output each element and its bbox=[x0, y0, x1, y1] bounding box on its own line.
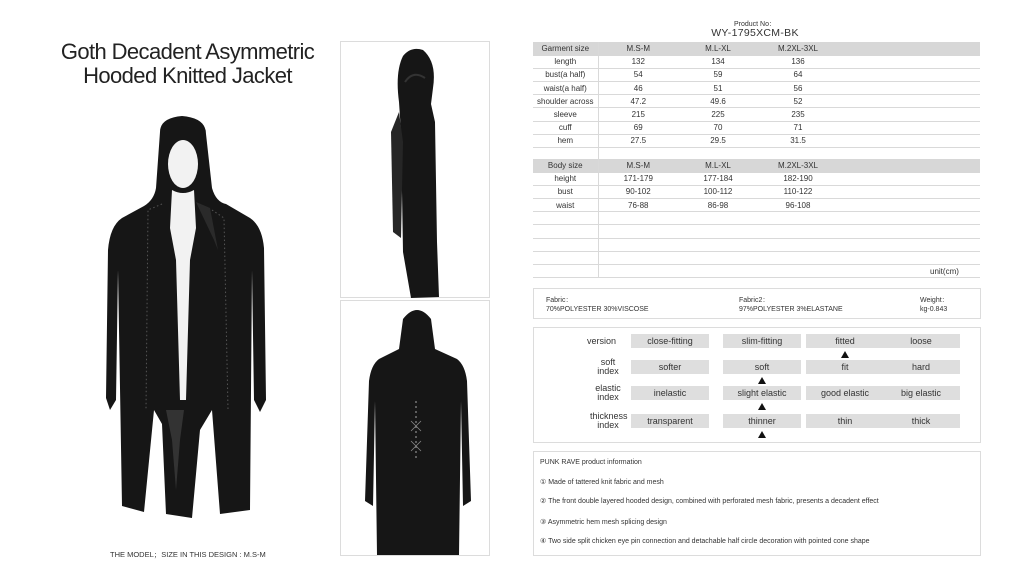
spec-option: transparent bbox=[631, 414, 709, 428]
header-cell bbox=[838, 42, 980, 55]
table-row bbox=[533, 199, 980, 212]
info-item: ③ Asymmetric hem mesh splicing design bbox=[540, 519, 667, 526]
header-cell: M.L-XL bbox=[678, 159, 758, 172]
product-number-label: Product No： bbox=[733, 21, 777, 28]
header-cell: Body size bbox=[533, 159, 598, 172]
cell: 49.6 bbox=[678, 95, 758, 108]
header-cell: M.S-M bbox=[598, 159, 678, 172]
cell bbox=[838, 68, 980, 81]
header-cell: M.S-M bbox=[598, 42, 678, 55]
fabric-1-label: Fabric： bbox=[546, 297, 573, 304]
spec-option: inelastic bbox=[631, 386, 709, 400]
table-row bbox=[533, 185, 980, 198]
table-row bbox=[533, 121, 980, 134]
table-header-row bbox=[533, 159, 980, 172]
table-row bbox=[533, 225, 980, 238]
selected-marker-icon bbox=[758, 431, 766, 438]
info-item: ① Made of tattered knit fabric and mesh bbox=[540, 479, 664, 486]
table-row bbox=[533, 265, 980, 278]
row-label: shoulder across bbox=[533, 95, 598, 108]
spec-label: soft index bbox=[597, 357, 619, 376]
cell: 225 bbox=[678, 108, 758, 121]
fabric-2-label: Fabric2： bbox=[739, 297, 770, 304]
spec-option: soft bbox=[723, 360, 801, 374]
back-view-photo bbox=[340, 300, 490, 556]
header-cell: M.2XL-3XL bbox=[758, 159, 838, 172]
model-size-note: THE MODEL；SIZE IN THIS DESIGN : M.S-M bbox=[110, 550, 266, 559]
row-label: height bbox=[533, 172, 598, 185]
row-label: waist bbox=[533, 199, 598, 212]
spec-label: thickness index bbox=[590, 411, 628, 430]
weight bbox=[920, 296, 949, 314]
weight-value: kg-0.843 bbox=[920, 306, 948, 313]
header-cell: M.L-XL bbox=[678, 42, 758, 55]
table-row bbox=[533, 212, 980, 225]
spec-option: thin bbox=[806, 414, 884, 428]
title-line-1: Goth Decadent Asymmetric bbox=[60, 39, 315, 64]
side-view-photo bbox=[340, 41, 490, 298]
spec-option: thinner bbox=[723, 414, 801, 428]
cell: 215 bbox=[598, 108, 678, 121]
cell: 54 bbox=[598, 68, 678, 81]
header-cell: M.2XL-3XL bbox=[758, 42, 838, 55]
body-size-table bbox=[533, 159, 980, 278]
cell: 27.5 bbox=[598, 134, 678, 147]
selected-marker-icon bbox=[758, 403, 766, 410]
spec-option: slim-fitting bbox=[723, 334, 801, 348]
spec-option: thick bbox=[882, 414, 960, 428]
spec-option: hard bbox=[882, 360, 960, 374]
cell bbox=[838, 95, 980, 108]
row-label: bust bbox=[533, 185, 598, 198]
selected-marker-icon bbox=[841, 351, 849, 358]
fabric-1-value: 70%POLYESTER 30%VISCOSE bbox=[546, 306, 649, 313]
cell: 31.5 bbox=[758, 134, 838, 147]
info-item: ④ Two side split chicken eye pin connection and detachable half circle decoration with pointed cone shape bbox=[540, 538, 870, 545]
cell: 235 bbox=[758, 108, 838, 121]
cell bbox=[838, 134, 980, 147]
row-label: hem bbox=[533, 134, 598, 147]
weight-label: Weight： bbox=[920, 297, 949, 304]
spec-label: version bbox=[586, 336, 616, 346]
cell: 59 bbox=[678, 68, 758, 81]
fabric-1 bbox=[546, 296, 649, 314]
spec-option: fitted bbox=[806, 334, 884, 348]
cell bbox=[838, 82, 980, 95]
cell: 182-190 bbox=[758, 172, 838, 185]
cell: 100-112 bbox=[678, 185, 758, 198]
spec-label: elastic index bbox=[595, 383, 621, 402]
header-cell bbox=[838, 159, 980, 172]
row-label: bust(a half) bbox=[533, 68, 598, 81]
cell: 71 bbox=[758, 121, 838, 134]
cell bbox=[838, 199, 980, 212]
product-title bbox=[40, 40, 335, 88]
selected-marker-icon bbox=[758, 377, 766, 384]
spec-option: good elastic bbox=[806, 386, 884, 400]
spec-option: loose bbox=[882, 334, 960, 348]
cell bbox=[838, 55, 980, 68]
table-row bbox=[533, 108, 980, 121]
fabric-2 bbox=[739, 296, 843, 314]
table-row bbox=[533, 134, 980, 147]
cell: 56 bbox=[758, 82, 838, 95]
cell: 134 bbox=[678, 55, 758, 68]
row-label: sleeve bbox=[533, 108, 598, 121]
row-label: cuff bbox=[533, 121, 598, 134]
cell: 177-184 bbox=[678, 172, 758, 185]
product-info bbox=[533, 451, 981, 556]
cell: 136 bbox=[758, 55, 838, 68]
cell: 64 bbox=[758, 68, 838, 81]
title-line-2: Hooded Knitted Jacket bbox=[83, 63, 292, 88]
product-code: WY-1795XCM-BK bbox=[711, 27, 799, 39]
spec-option: fit bbox=[806, 360, 884, 374]
cell: 96-108 bbox=[758, 199, 838, 212]
row-label: length bbox=[533, 55, 598, 68]
table-row bbox=[533, 55, 980, 68]
info-item: ② The front double layered hooded design, combined with perforated mesh fabric, presents a decadent effect bbox=[540, 498, 879, 505]
spec-option: close-fitting bbox=[631, 334, 709, 348]
cell: 171-179 bbox=[598, 172, 678, 185]
cell: 110-122 bbox=[758, 185, 838, 198]
cell: 70 bbox=[678, 121, 758, 134]
cell bbox=[838, 185, 980, 198]
fabric-2-value: 97%POLYESTER 3%ELASTANE bbox=[739, 306, 843, 313]
table-row bbox=[533, 82, 980, 95]
table-row bbox=[533, 68, 980, 81]
table-header-row bbox=[533, 42, 980, 55]
fabric-info bbox=[533, 288, 981, 319]
cell: 46 bbox=[598, 82, 678, 95]
cell: 90-102 bbox=[598, 185, 678, 198]
cell bbox=[838, 121, 980, 134]
cell bbox=[838, 172, 980, 185]
table-row bbox=[533, 172, 980, 185]
cell: 86-98 bbox=[678, 199, 758, 212]
cell: 47.2 bbox=[598, 95, 678, 108]
product-info-heading: PUNK RAVE product information bbox=[540, 459, 642, 466]
table-row bbox=[533, 251, 980, 264]
cell bbox=[838, 108, 980, 121]
cell: 69 bbox=[598, 121, 678, 134]
spec-option: big elastic bbox=[882, 386, 960, 400]
header-cell: Garment size bbox=[533, 42, 598, 55]
cell: 51 bbox=[678, 82, 758, 95]
table-row bbox=[533, 238, 980, 251]
row-label: waist(a half) bbox=[533, 82, 598, 95]
cell: 29.5 bbox=[678, 134, 758, 147]
garment-size-table bbox=[533, 42, 980, 161]
table-row bbox=[533, 95, 980, 108]
fit-spec-panel bbox=[533, 327, 981, 443]
spec-option: slight elastic bbox=[723, 386, 801, 400]
cell: 52 bbox=[758, 95, 838, 108]
unit-label: unit(cm) bbox=[930, 267, 959, 276]
spec-option: softer bbox=[631, 360, 709, 374]
front-view-photo bbox=[100, 110, 270, 530]
cell: 132 bbox=[598, 55, 678, 68]
cell: 76-88 bbox=[598, 199, 678, 212]
